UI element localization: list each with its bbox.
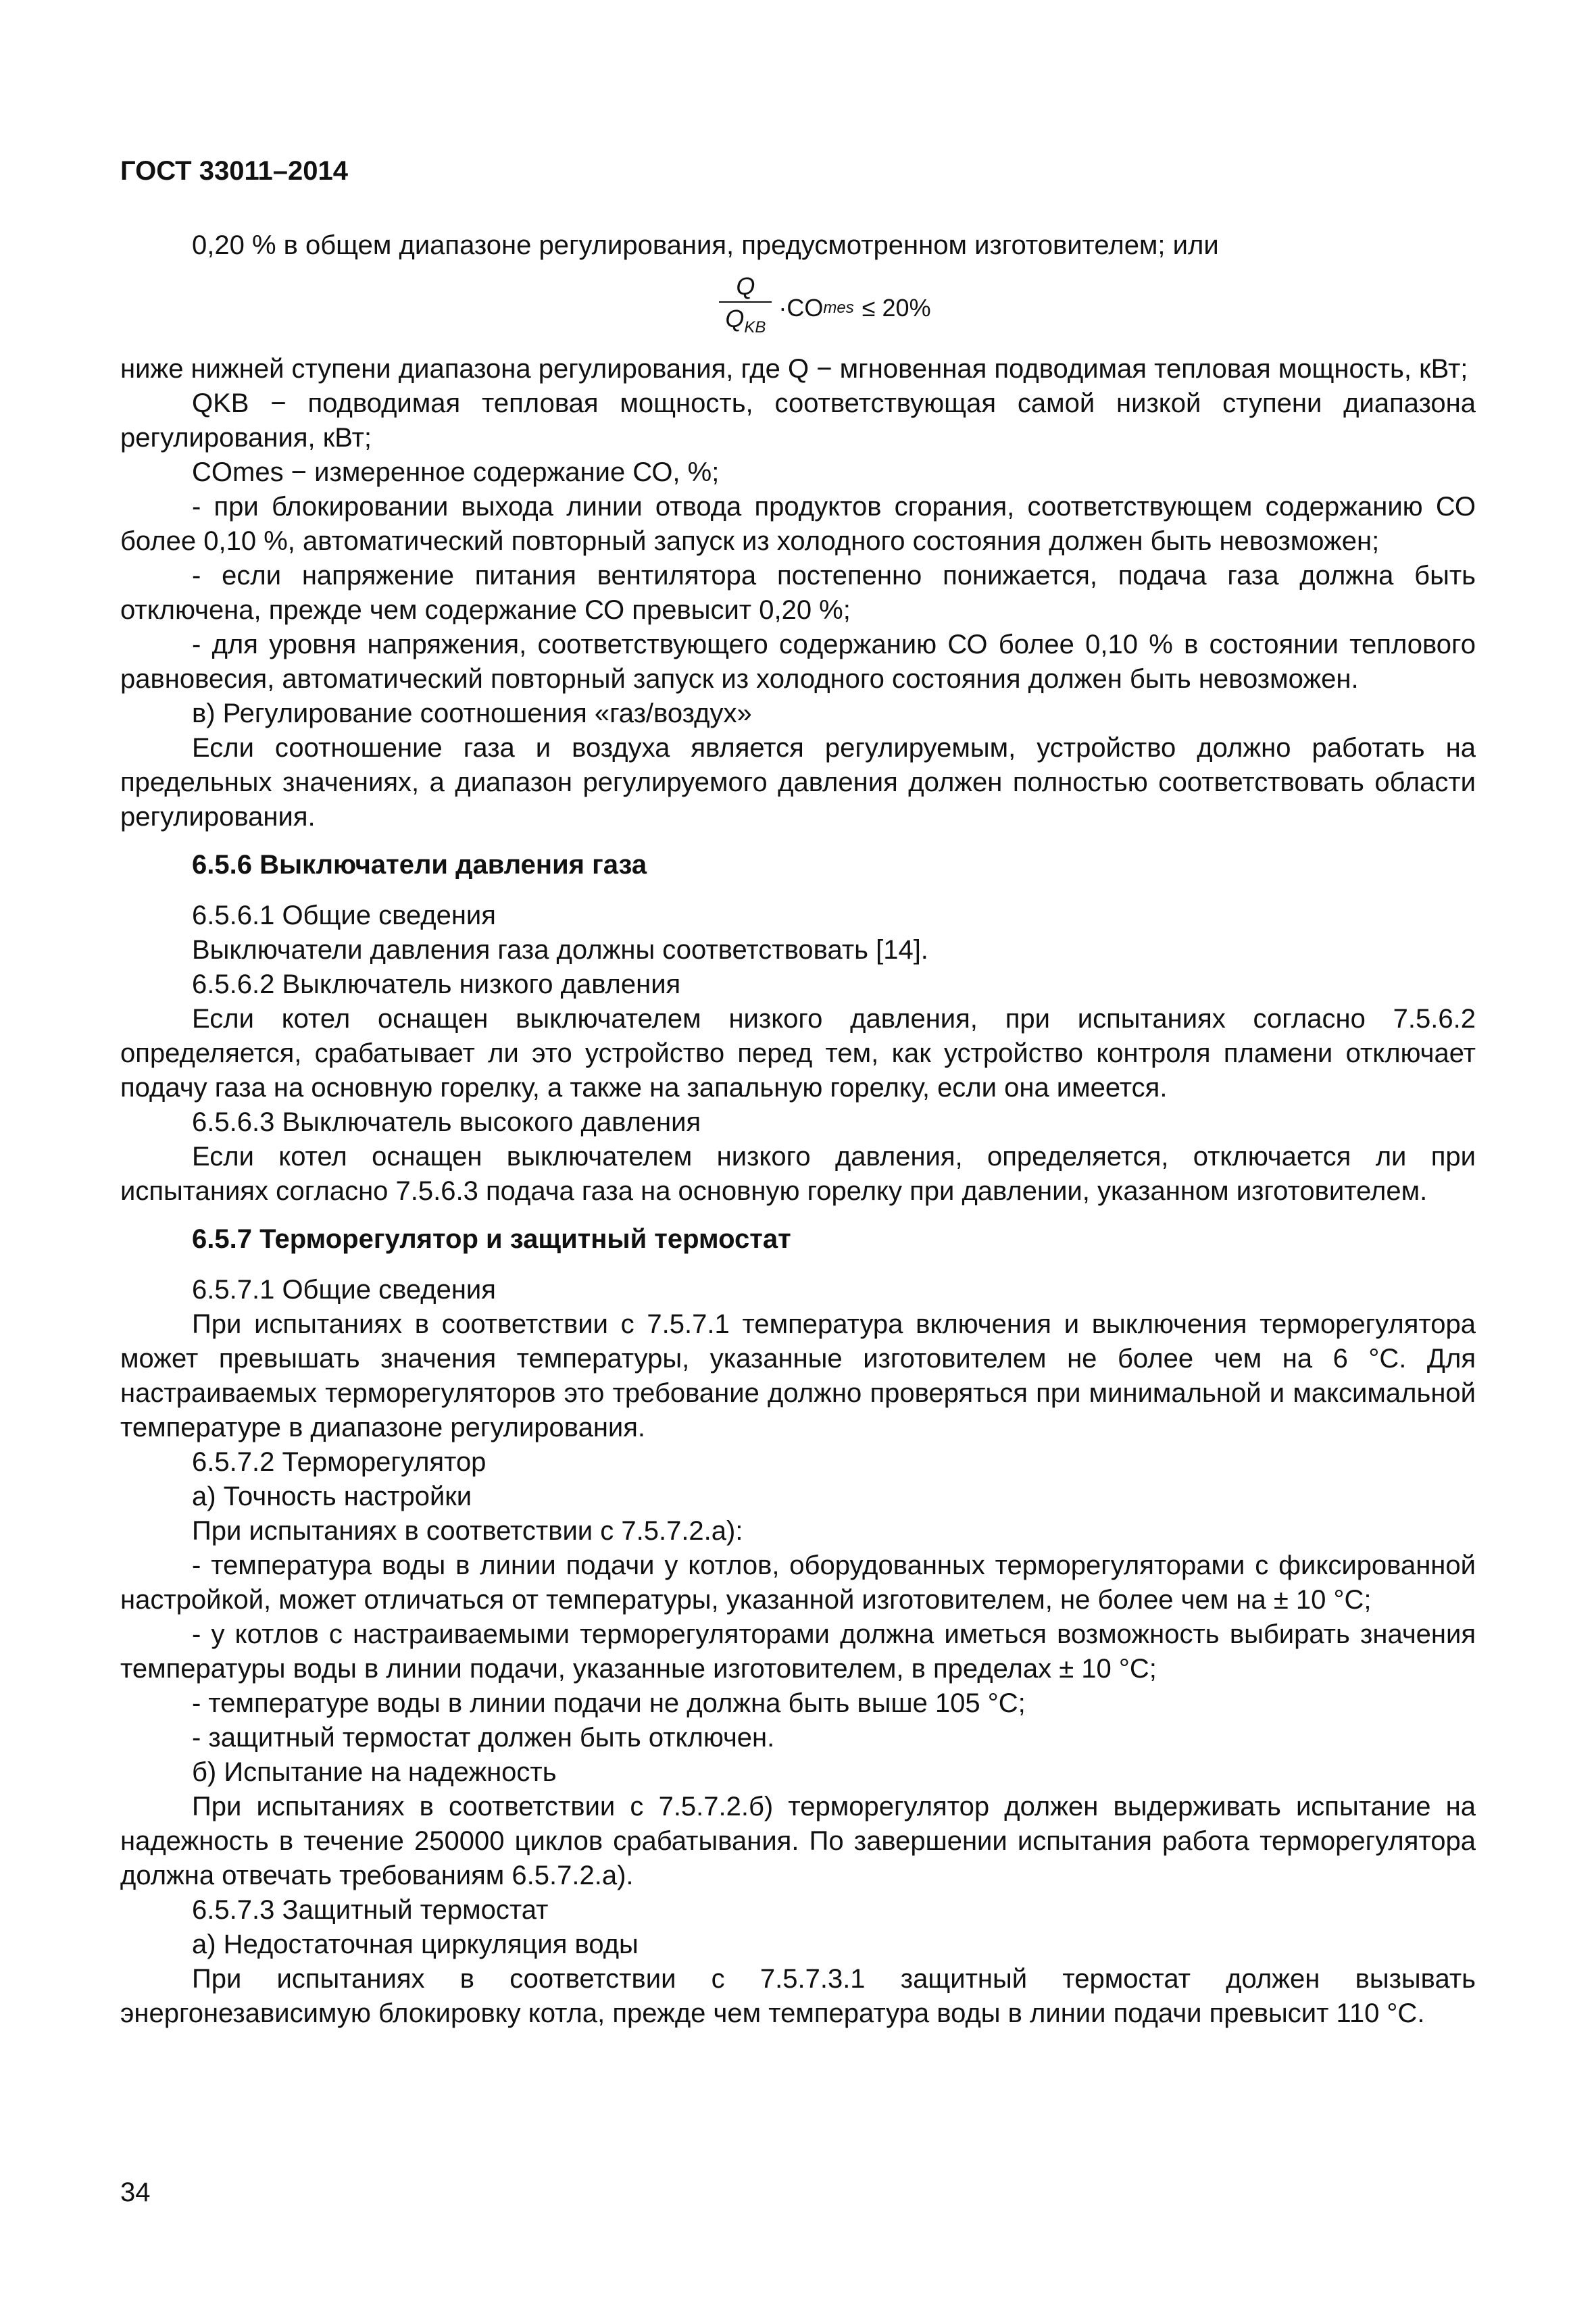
paragraph: Выключатели давления газа должны соответствовать [14]. <box>192 935 928 965</box>
formula-den-subscript: KB <box>744 318 766 336</box>
page-number: 34 <box>120 2178 151 2207</box>
paragraph: Если котел оснащен выключателем низкого давления, при испытаниях согласно 7.5.6.2 определяется, срабатывает ли это устройство перед тем, как устройство контроля пламени отключает подачу газа на основную горелку, а также на запальную горелку, если она имеется. <box>120 1004 1476 1103</box>
paragraph: 6.5.7.3 Защитный термостат <box>192 1895 549 1925</box>
paragraph: б) Испытание на надежность <box>192 1757 557 1787</box>
paragraph: При испытаниях в соответствии с 7.5.7.2.а): <box>192 1516 743 1546</box>
list-item: - при блокировании выхода линии отвода продуктов сгорания, соответствующем содержанию СО более 0,10 %, автоматический повторный запуск из холодного состояния должен быть невозможен; <box>120 492 1476 556</box>
paragraph: а) Точность настройки <box>192 1482 472 1511</box>
list-item: - у котлов с настраиваемыми терморегуляторами должна иметься возможность выбирать значения температуры воды в линии подачи, указанные изготовителем, в пределах ± 10 °C; <box>120 1619 1476 1684</box>
section-heading: 6.5.7 Терморегулятор и защитный термостат <box>192 1224 791 1254</box>
formula-fraction <box>719 272 772 344</box>
paragraph: Если соотношение газа и воздуха является регулируемым, устройство должно работать на предельных значениях, а диапазон регулируемого давления должен полностью соответствовать области регулирования. <box>120 733 1476 832</box>
paragraph: ниже нижней ступени диапазона регулирования, где Q − мгновенная подводимая тепловая мощность, кВт; <box>120 354 1468 384</box>
formula-numerator: Q <box>736 272 755 300</box>
paragraph: 6.5.6.3 Выключатель высокого давления <box>192 1107 701 1137</box>
formula-co-subscript: mes <box>823 298 854 317</box>
paragraph: а) Недостаточная циркуляция воды <box>192 1930 639 1959</box>
paragraph: 6.5.6.1 Общие сведения <box>192 901 496 930</box>
formula-relation: ≤ 20% <box>862 293 931 322</box>
formula-den-symbol: Q <box>725 304 745 332</box>
document-body <box>120 228 1476 2031</box>
paragraph: При испытаниях в соответствии с 7.5.7.3.1 защитный термостат должен вызывать энергонезависимую блокировку котла, прежде чем температура воды в линии подачи превысит 110 °C. <box>120 1964 1476 2028</box>
paragraph: в) Регулирование соотношения «газ/воздух» <box>192 699 752 728</box>
section-heading: 6.5.6 Выключатели давления газа <box>192 850 647 880</box>
list-item: - для уровня напряжения, соответствующего содержанию СО более 0,10 % в состоянии теплового равновесия, автоматический повторный запуск из холодного состояния должен быть невозможен. <box>120 630 1476 694</box>
paragraph: 6.5.7.2 Терморегулятор <box>192 1447 487 1477</box>
formula-dot: · <box>778 293 787 322</box>
formula-denominator <box>725 303 766 344</box>
paragraph: 6.5.7.1 Общие сведения <box>192 1275 496 1305</box>
paragraph: Если котел оснащен выключателем низкого давления, определяется, отключается ли при испытаниях согласно 7.5.6.3 подача газа на основную горелку при давлении, указанном изготовителем. <box>120 1142 1476 1206</box>
paragraph: 0,20 % в общем диапазоне регулирования, предусмотренном изготовителем; или <box>192 230 1219 260</box>
list-item: - защитный термостат должен быть отключен. <box>192 1723 775 1753</box>
paragraph: При испытаниях в соответствии с 7.5.7.2.б) терморегулятор должен выдерживать испытание на надежность в течение 250000 циклов срабатывания. По завершении испытания работа терморегулятора должна отвечать требованиям 6.5.7.2.а). <box>120 1792 1476 1890</box>
paragraph: QKB − подводимая тепловая мощность, соответствующая самой низкой ступени диапазона регулирования, кВт; <box>120 388 1476 453</box>
list-item: - температуре воды в линии подачи не должна быть выше 105 °C; <box>192 1688 1026 1718</box>
formula-co: CO <box>787 293 824 322</box>
list-item: - температура воды в линии подачи у котлов, оборудованных терморегуляторами с фиксированной настройкой, может отличаться от температуры, указанной изготовителем, не более чем на ± 10 °C; <box>120 1551 1476 1615</box>
document-header: ГОСТ 33011–2014 <box>120 156 348 186</box>
formula <box>174 263 1476 352</box>
paragraph: COmes − измеренное содержание СО, %; <box>192 457 720 487</box>
paragraph: При испытаниях в соответствии с 7.5.7.1 температура включения и выключения терморегулятора может превышать значения температуры, указанные изготовителем не более чем на 6 °C. Для настраиваемых терморегуляторов это требование должно проверяться при минимальной и максимальной температуре в диапазоне регулирования. <box>120 1309 1476 1442</box>
paragraph: 6.5.6.2 Выключатель низкого давления <box>192 970 681 999</box>
list-item: - если напряжение питания вентилятора постепенно понижается, подача газа должна быть отключена, прежде чем содержание СО превысит 0,20 %; <box>120 561 1476 625</box>
